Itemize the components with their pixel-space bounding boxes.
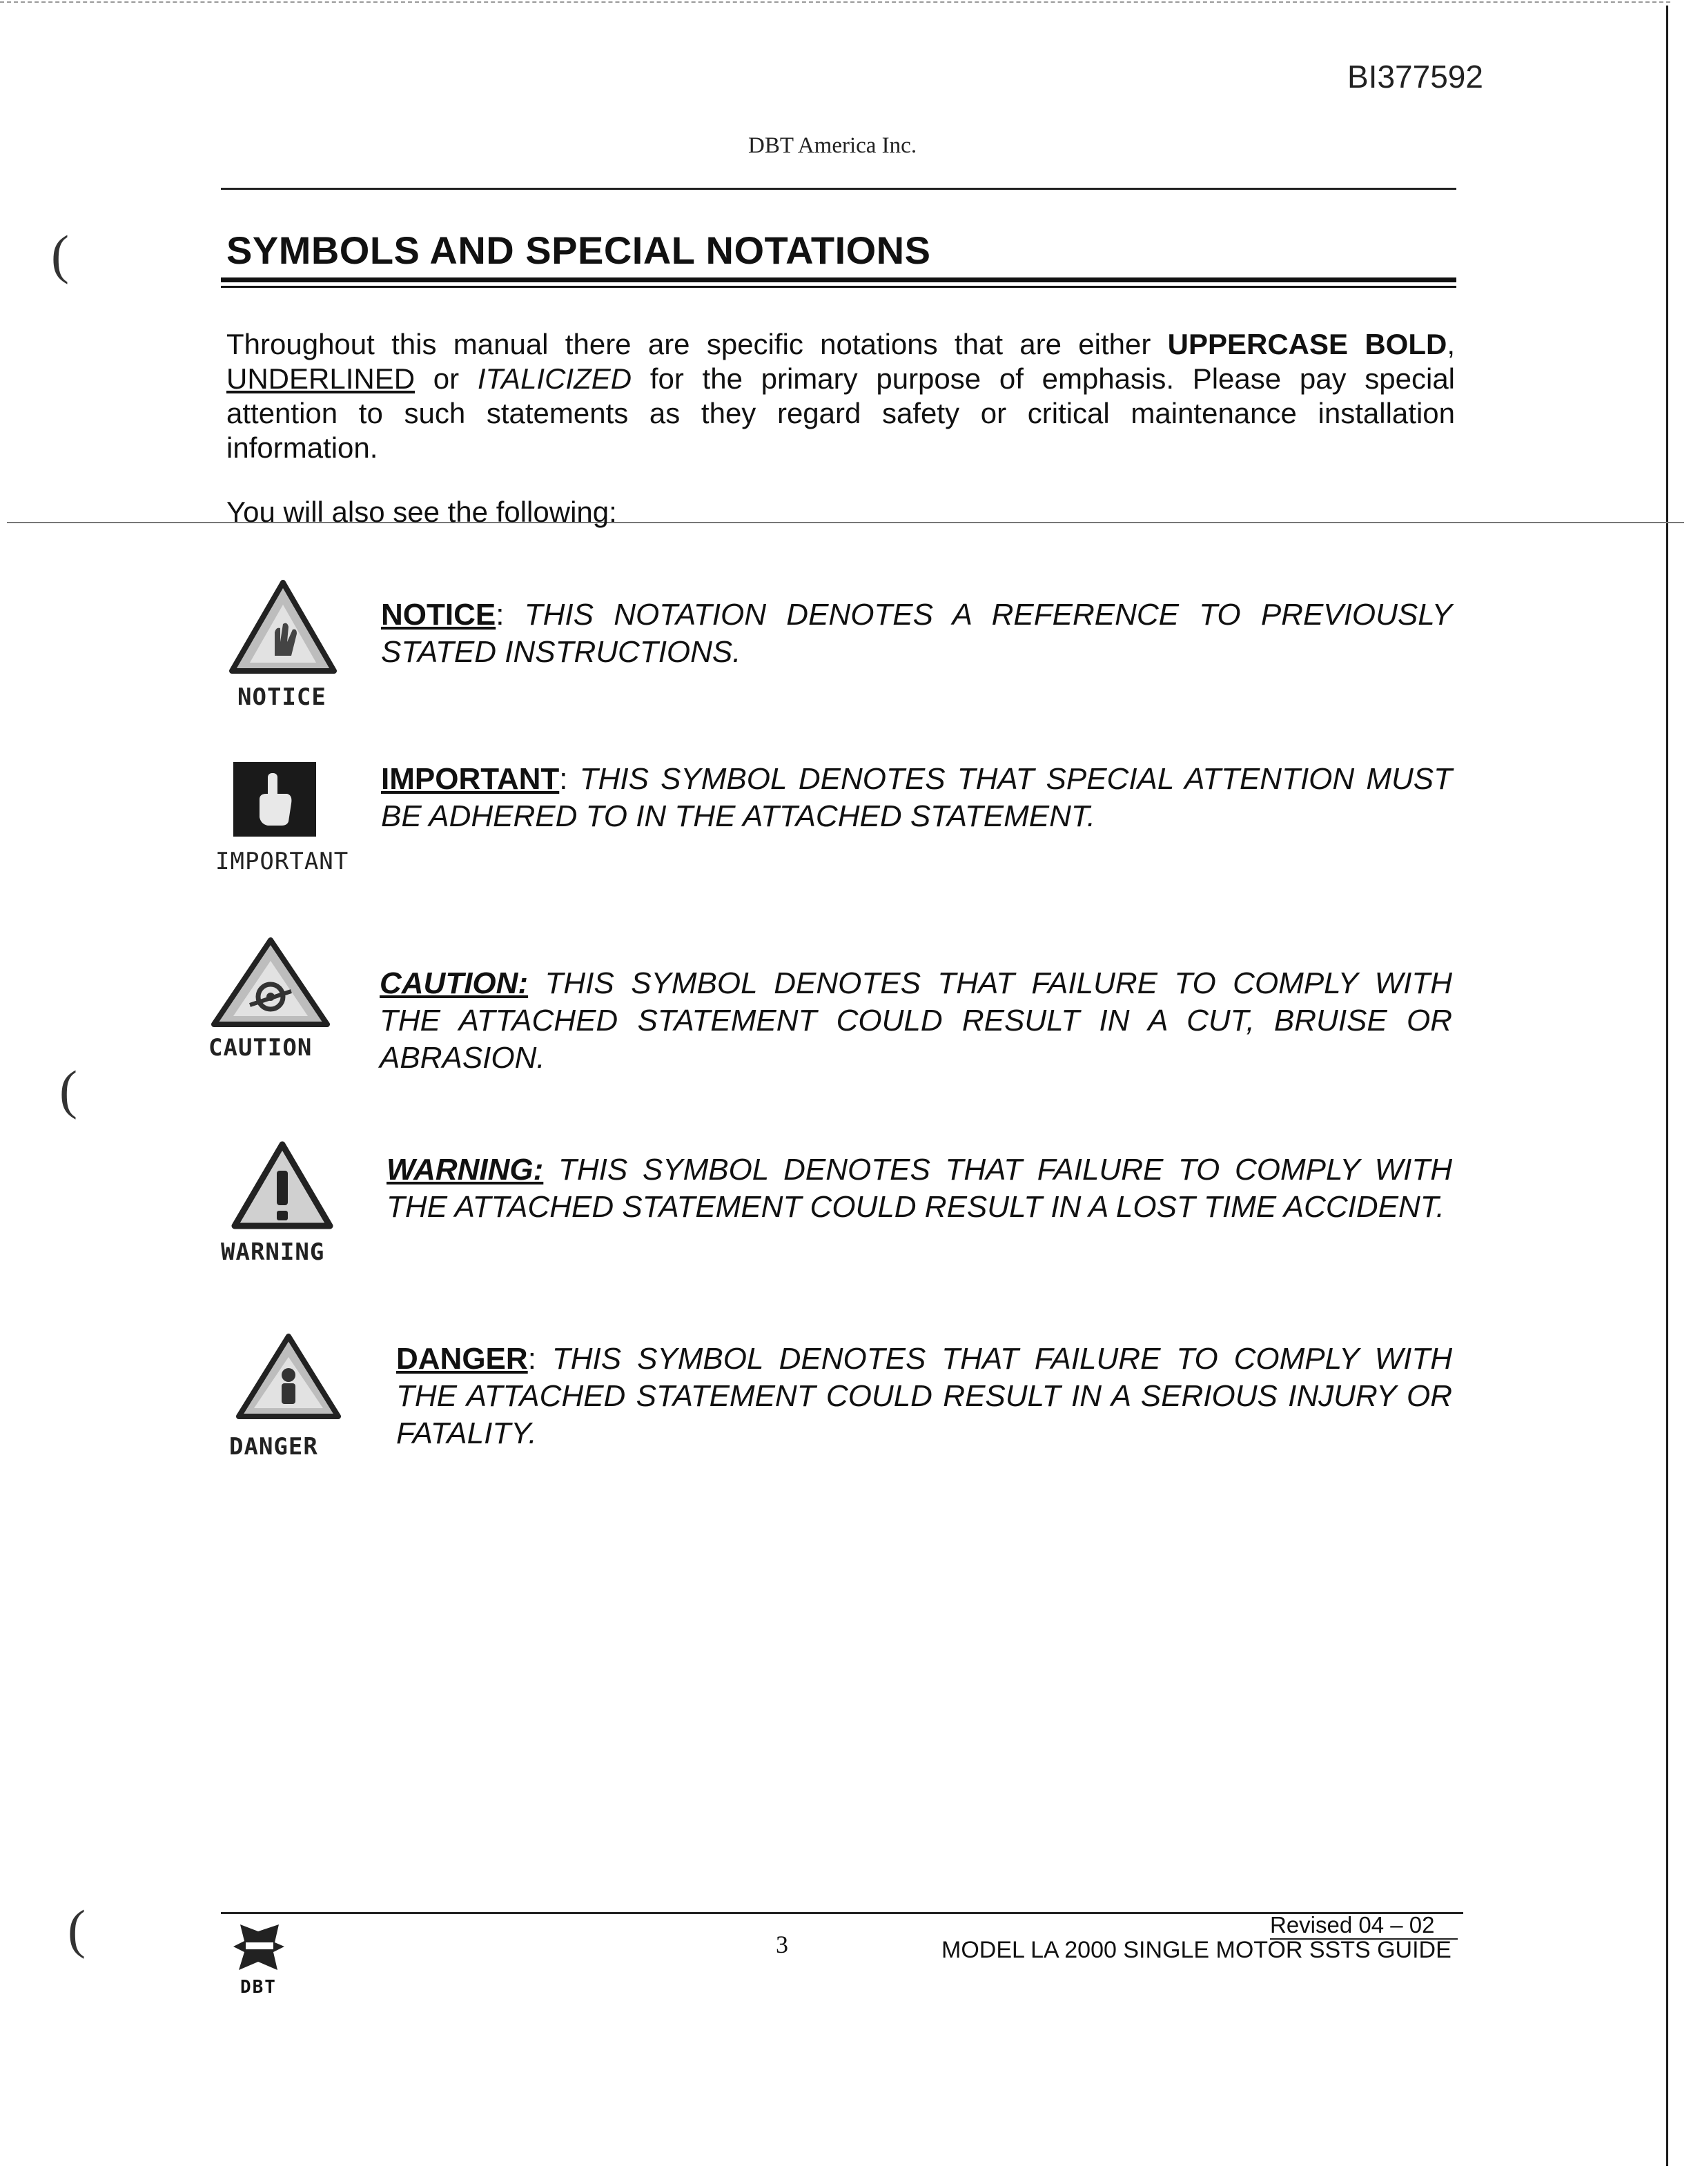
caution-icon-label: CAUTION xyxy=(208,1034,313,1062)
scan-edge-top xyxy=(0,1,1670,3)
dbt-logo-text: DBT xyxy=(240,1977,277,1998)
title-rule xyxy=(221,277,1456,282)
italic-example: ITALICIZED xyxy=(477,362,632,395)
caution-notation: CAUTION: THIS SYMBOL DENOTES THAT FAILURE TO COMPLY WITH THE ATTACHED STATEMENT COULD RESULT IN A CUT, BRUISE OR ABRASION. xyxy=(380,966,1452,1075)
important-notation: IMPORTANT: THIS SYMBOL DENOTES THAT SPECIAL ATTENTION MUST BE ADHERED TO IN THE ATTACHED STATEMENT. xyxy=(381,762,1453,833)
dbt-logo-icon xyxy=(231,1919,289,1974)
danger-icon xyxy=(235,1332,342,1421)
warning-icon-label: WARNING xyxy=(221,1238,325,1266)
important-icon xyxy=(232,761,317,838)
binder-hole-mark: ( xyxy=(51,224,69,284)
guide-title: MODEL LA 2000 SINGLE MOTOR SSTS GUIDE xyxy=(941,1937,1451,1963)
page-number: 3 xyxy=(776,1931,788,1958)
page-title: SYMBOLS AND SPECIAL NOTATIONS xyxy=(226,228,931,272)
bold-example: UPPERCASE BOLD xyxy=(1167,328,1447,360)
underlined-example: UNDERLINED xyxy=(226,362,416,395)
caution-icon xyxy=(210,936,331,1028)
company-name: DBT America Inc. xyxy=(748,133,917,158)
notice-notation: NOTICE: THIS NOTATION DENOTES A REFERENCE TO PREVIOUSLY STATED INSTRUCTIONS. xyxy=(381,598,1452,669)
danger-notation: DANGER: THIS SYMBOL DENOTES THAT FAILURE TO COMPLY WITH THE ATTACHED STATEMENT COULD RESULT IN A SERIOUS INJURY OR FATALITY. xyxy=(396,1342,1452,1450)
notice-icon xyxy=(228,578,338,675)
danger-icon-label: DANGER xyxy=(229,1433,318,1461)
also-see-text: You will also see the following: xyxy=(226,496,617,528)
scan-edge-right xyxy=(1666,6,1668,2166)
document-id: BI377592 xyxy=(1347,59,1483,95)
notice-icon-label: NOTICE xyxy=(237,683,326,711)
warning-icon xyxy=(231,1140,334,1230)
binder-hole-mark: ( xyxy=(59,1060,77,1120)
binder-hole-mark: ( xyxy=(68,1899,86,1959)
title-rule xyxy=(221,286,1456,288)
warning-notation: WARNING: THIS SYMBOL DENOTES THAT FAILURE TO COMPLY WITH THE ATTACHED STATEMENT COULD RESULT IN A LOST TIME ACCIDENT. xyxy=(387,1153,1452,1224)
intro-paragraph: Throughout this manual there are specific notations that are either UPPERCASE BOLD, UNDERLINED or ITALICIZED for the primary purpose of emphasis. Please pay special attention to such statements as they regard safety or critical maintenance installation information. xyxy=(226,328,1456,464)
revised-date: Revised 04 – 02 xyxy=(1270,1912,1435,1938)
important-icon-label: IMPORTANT xyxy=(215,848,349,875)
header-rule xyxy=(221,188,1456,190)
